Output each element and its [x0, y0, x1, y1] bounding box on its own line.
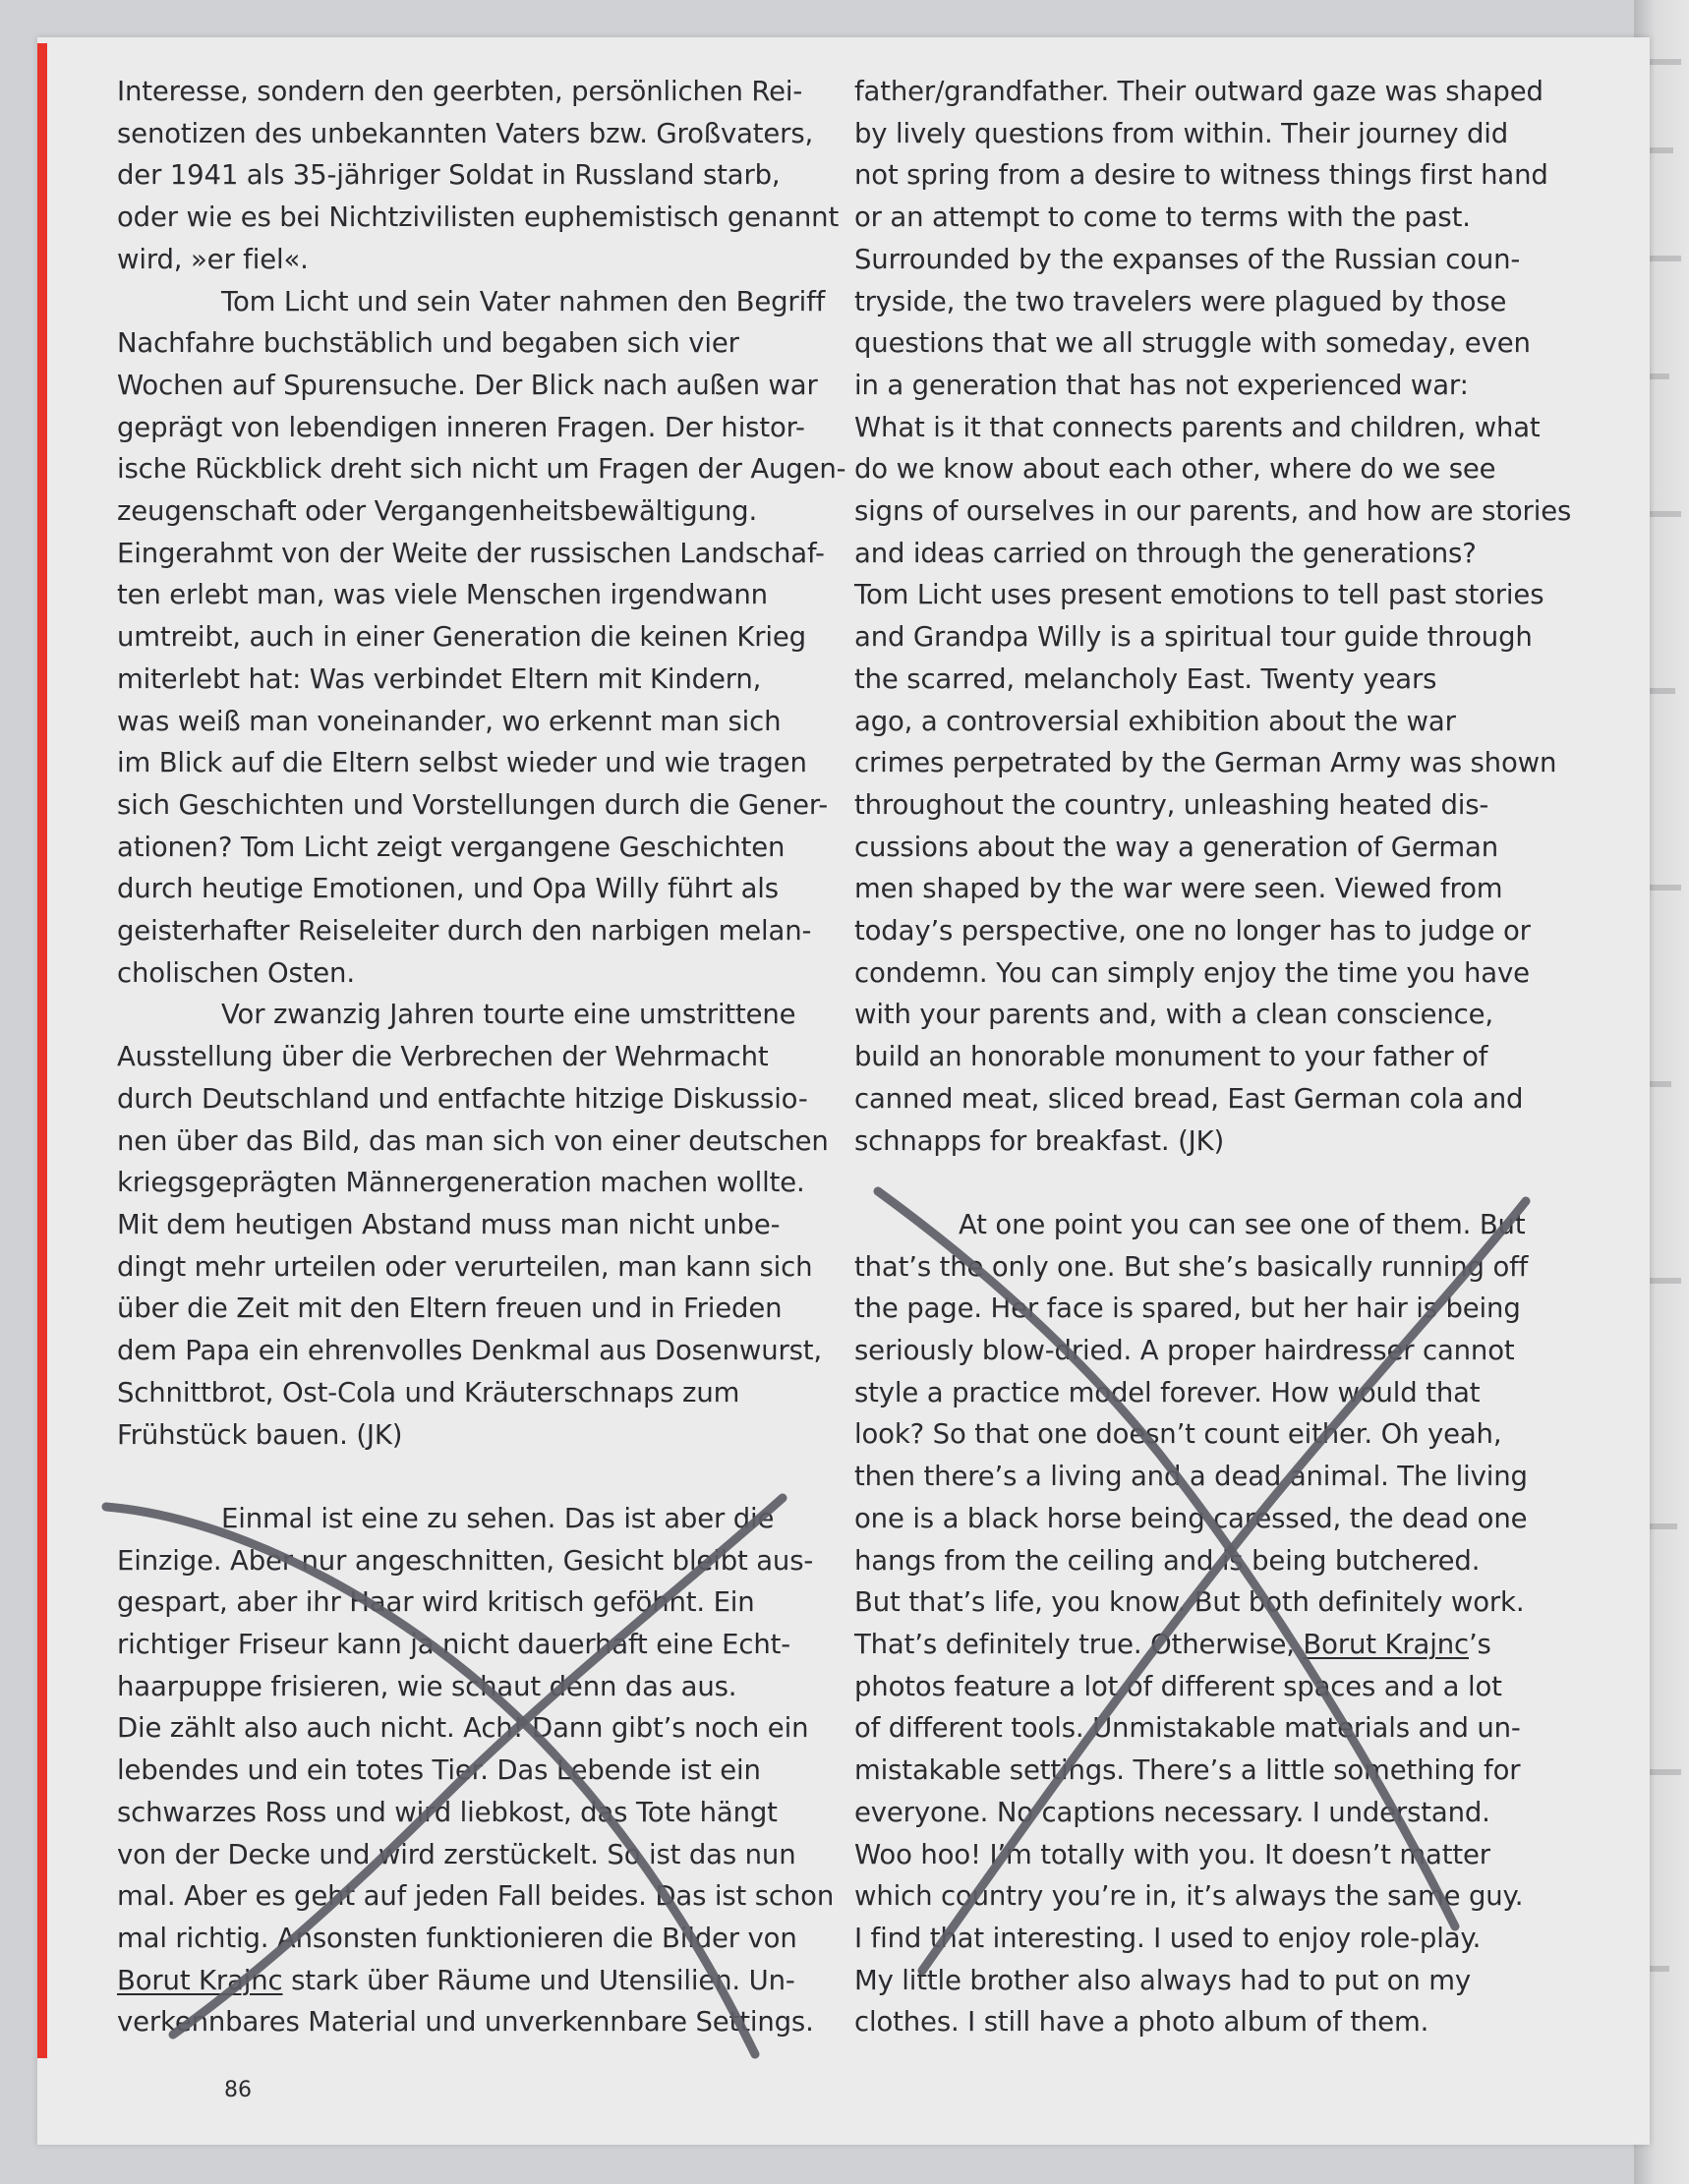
text-line: oder wie es bei Nichtzivilisten euphemistisch genannt: [117, 201, 840, 234]
text-line: Nachfahre buchstäblich und begaben sich vier: [117, 327, 739, 360]
photographer-link[interactable]: Borut Krajnc: [117, 1964, 283, 1996]
text-line: Wochen auf Spurensuche. Der Blick nach außen war: [117, 369, 818, 401]
text-line: Eingerahmt von der Weite der russischen Landschaf-: [117, 537, 825, 569]
text-line: ische Rückblick dreht sich nicht um Fragen der Augen-: [117, 453, 846, 486]
text-line: and ideas carried on through the generations?: [854, 537, 1477, 569]
text-line: What is it that connects parents and children, what: [854, 411, 1541, 443]
text-line: geprägt von lebendigen inneren Fragen. Der histor-: [117, 411, 805, 443]
text-line: questions that we all struggle with someday, even: [854, 327, 1531, 360]
text-line: verkennbares Material und unverkennbare Settings.: [117, 2006, 814, 2039]
text-line: miterlebt hat: Was verbindet Eltern mit Kindern,: [117, 662, 762, 695]
text-line: schwarzes Ross und wird liebkost, das Tote hängt: [117, 1796, 778, 1828]
text-line: everyone. No captions necessary. I understand.: [854, 1796, 1490, 1828]
text-line: ago, a controversial exhibition about the war: [854, 705, 1456, 737]
text-line: richtiger Friseur kann ja nicht dauerhaft eine Echt-: [117, 1629, 791, 1660]
text-line: Frühstück bauen. (JK): [117, 1418, 403, 1451]
text-line: ten erlebt man, was viele Menschen irgendwann: [117, 579, 768, 611]
text-line: canned meat, sliced bread, East German cola and: [854, 1082, 1524, 1115]
page-number: 86: [224, 2078, 252, 2102]
paragraph-link-line-en: [854, 1624, 1582, 1666]
paragraph-closing-de: [117, 2001, 835, 2043]
text-line: der 1941 als 35-jähriger Soldat in Russland starb,: [117, 159, 781, 192]
text-line: lebendes und ein totes Tier. Das Lebende ist ein: [117, 1754, 761, 1787]
paragraph-crossed-out-de: [117, 1498, 835, 1960]
paragraph-intro: [117, 71, 840, 281]
text-line: Schnittbrot, Ost-Cola und Kräuterschnaps zum: [117, 1376, 740, 1408]
paragraph-ausstellung: [117, 994, 835, 1456]
text-line: I find that interesting. I used to enjoy role-play.: [854, 1922, 1482, 1954]
text-line: Einmal ist eine zu sehen. Das ist aber die: [221, 1502, 775, 1534]
right-column-english: [854, 71, 1582, 2043]
paragraph-closing-en: [854, 1666, 1582, 2043]
text-line: style a practice model forever. How would that: [854, 1376, 1481, 1408]
text-line: ationen? Tom Licht zeigt vergangene Geschichten: [117, 831, 786, 863]
text-line: geisterhafter Reiseleiter durch den narbigen melan-: [117, 915, 812, 948]
text-line: zeugenschaft oder Vergangenheitsbewältigung.: [117, 495, 758, 528]
text-line: durch heutige Emotionen, und Opa Willy führt als: [117, 873, 779, 905]
text-line: Mit dem heutigen Abstand muss man nicht unbe-: [117, 1208, 781, 1240]
text-line: seriously blow-dried. A proper hairdresser cannot: [854, 1335, 1515, 1367]
text-line: which country you’re in, it’s always the same guy.: [854, 1880, 1524, 1913]
text-line: or an attempt to come to terms with the past.: [854, 201, 1471, 234]
text-line: throughout the country, unleashing heated dis-: [854, 788, 1489, 821]
text-line: crimes perpetrated by the German Army was shown: [854, 747, 1557, 779]
text-line: not spring from a desire to witness things first hand: [854, 159, 1548, 192]
text-line: im Blick auf die Eltern selbst wieder und wie tragen: [117, 747, 807, 779]
paragraph-crossed-out-en: [854, 1204, 1582, 1624]
text-line: wird, »er fiel«.: [117, 243, 309, 275]
text-line: by lively questions from within. Their journey did: [854, 117, 1509, 149]
text-line: At one point you can see one of them. But: [959, 1208, 1526, 1240]
text-line: men shaped by the war were seen. Viewed from: [854, 873, 1503, 905]
link-line-suffix: ’s: [1468, 1629, 1491, 1660]
text-line: Tom Licht und sein Vater nahmen den Begriff: [221, 285, 826, 317]
paragraph-english-translation: [854, 71, 1582, 1162]
text-line: gespart, aber ihr Haar wird kritisch geföhnt. Ein: [117, 1586, 755, 1619]
text-line: look? So that one doesn’t count either. Oh yeah,: [854, 1418, 1502, 1451]
text-line: My little brother also always had to put on my: [854, 1964, 1472, 1996]
text-line: Woo hoo! I’m totally with you. It doesn’t matter: [854, 1838, 1490, 1870]
paragraph-link-line: [117, 1960, 835, 2002]
text-line: dingt mehr urteilen oder verurteilen, man kann sich: [117, 1250, 813, 1283]
text-line: mal. Aber es geht auf jeden Fall beides. Das ist schon: [117, 1880, 835, 1913]
text-line: kriegsgeprägten Männergeneration machen wollte.: [117, 1167, 805, 1199]
text-line: was weiß man voneinander, wo erkennt man sich: [117, 705, 782, 737]
text-line: senotizen des unbekannten Vaters bzw. Großvaters,: [117, 117, 814, 149]
text-line: photos feature a lot of different spaces and a lot: [854, 1670, 1502, 1702]
text-line: cussions about the way a generation of German: [854, 831, 1498, 863]
text-line: schnapps for breakfast. (JK): [854, 1124, 1225, 1157]
text-line: signs of ourselves in our parents, and how are stories: [854, 495, 1572, 528]
text-line: of different tools. Unmistakable materials and un-: [854, 1712, 1521, 1745]
paragraph-tom-licht: [117, 281, 846, 995]
text-line: mistakable settings. There’s a little something for: [854, 1754, 1521, 1787]
text-line: and Grandpa Willy is a spiritual tour guide through: [854, 621, 1533, 654]
text-line: condemn. You can simply enjoy the time you have: [854, 956, 1530, 989]
text-line: today’s perspective, one no longer has to judge or: [854, 915, 1531, 948]
text-line: But that’s life, you know. But both definitely work.: [854, 1586, 1525, 1619]
text-line: Die zählt also auch nicht. Ach! Dann gibt’s noch ein: [117, 1712, 809, 1745]
text-line: that’s the only one. But she’s basically running off: [854, 1250, 1529, 1283]
left-column-german: [117, 71, 846, 2043]
text-line: haarpuppe frisieren, wie schaut denn das aus.: [117, 1670, 737, 1702]
text-line: do we know about each other, where do we see: [854, 453, 1496, 486]
text-line: one is a black horse being caressed, the dead one: [854, 1502, 1528, 1534]
link-line-prefix: That’s definitely true. Otherwise,: [854, 1629, 1304, 1660]
text-line: the page. Her face is spared, but her hair is being: [854, 1293, 1521, 1325]
text-line: with your parents and, with a clean conscience,: [854, 999, 1494, 1031]
text-line: build an honorable monument to your father of: [854, 1041, 1488, 1073]
text-line: von der Decke und wird zerstückelt. So ist das nun: [117, 1838, 796, 1870]
text-line: durch Deutschland und entfachte hitzige Diskussio-: [117, 1082, 808, 1115]
text-line: Vor zwanzig Jahren tourte eine umstrittene: [221, 999, 796, 1031]
text-line: tryside, the two travelers were plagued by those: [854, 285, 1507, 317]
photographer-link-en[interactable]: Borut Krajnc: [1303, 1629, 1469, 1660]
text-line: mal richtig. Ansonsten funktionieren die Bilder von: [117, 1922, 797, 1954]
text-line: in a generation that has not experienced war:: [854, 369, 1469, 401]
red-spine-stripe: [37, 43, 47, 2058]
text-line: hangs from the ceiling and is being butchered.: [854, 1544, 1481, 1577]
text-line: Ausstellung über die Verbrechen der Wehrmacht: [117, 1041, 769, 1073]
text-line: nen über das Bild, das man sich von einer deutschen: [117, 1124, 829, 1157]
text-line: Einzige. Aber nur angeschnitten, Gesicht bleibt aus-: [117, 1544, 814, 1577]
text-line: Interesse, sondern den geerbten, persönlichen Rei-: [117, 76, 803, 107]
text-line: Surrounded by the expanses of the Russian coun-: [854, 243, 1521, 275]
text-line: über die Zeit mit den Eltern freuen und in Frieden: [117, 1293, 783, 1325]
text-line: father/grandfather. Their outward gaze was shaped: [854, 76, 1543, 107]
text-line: Tom Licht uses present emotions to tell past stories: [854, 579, 1544, 611]
text-line: then there’s a living and a dead animal. The living: [854, 1461, 1528, 1493]
text-line: clothes. I still have a photo album of them.: [854, 2006, 1429, 2039]
text-line: umtreibt, auch in einer Generation die keinen Krieg: [117, 621, 806, 654]
text-line: dem Papa ein ehrenvolles Denkmal aus Dosenwurst,: [117, 1335, 823, 1367]
link-line-rest: stark über Räume und Utensilien. Un-: [282, 1964, 795, 1996]
text-line: sich Geschichten und Vorstellungen durch die Gener-: [117, 788, 829, 821]
text-line: the scarred, melancholy East. Twenty years: [854, 662, 1437, 695]
text-line: cholischen Osten.: [117, 956, 355, 989]
